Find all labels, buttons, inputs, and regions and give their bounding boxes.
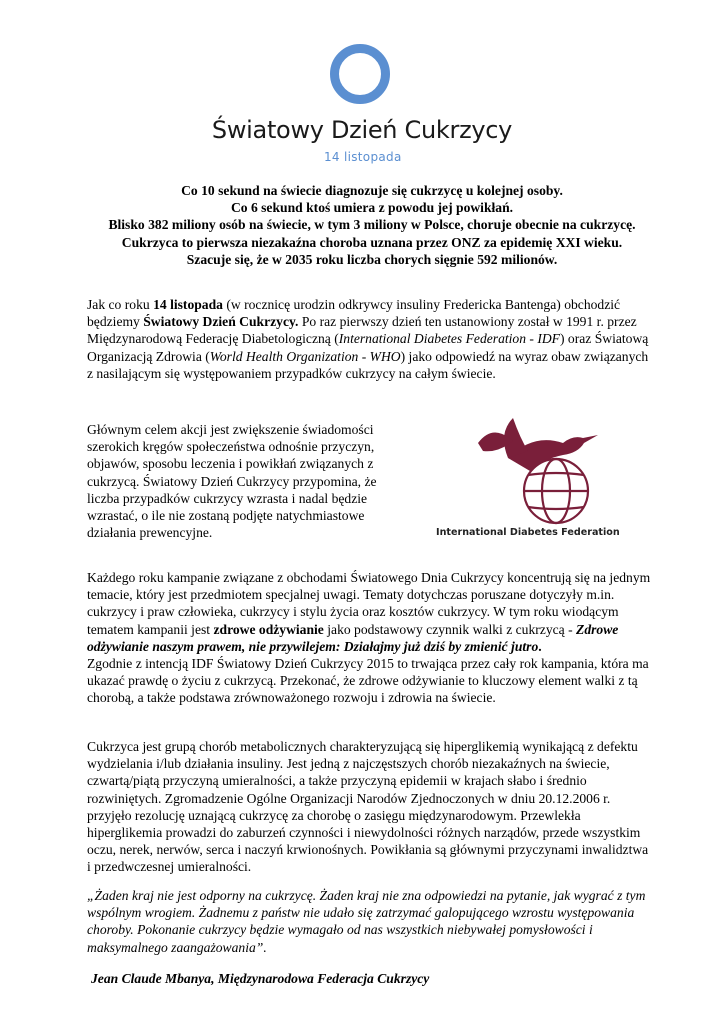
slogan-bold-italic: Zdrowe odżywianie naszym prawem, nie przywilejem: Działajmy już dziś by zmienić jutro (87, 621, 619, 654)
text: (w rocznicę urodzin odkrywcy insuliny Fredericka Bantenga) obchodzić będziemy (87, 297, 621, 330)
text: ) jako odpowiedź na wyraz obaw związanych z nasilającym się występowaniem przypadków cukrzycy na całym świecie. (87, 348, 649, 381)
text: jako podstawowy czynnik walki z cukrzycą - (323, 621, 577, 637)
idf-bird-globe-logo-icon (438, 413, 638, 543)
who-name-italic: World Health Organization - WHO (209, 348, 401, 364)
text: Po raz pierwszy dzień ten ustanowiony został w 1991 r. przez Międzynarodową Federację Diabetologiczną ( (87, 314, 637, 347)
intro-line: Blisko 382 miliony osób na świecie, w tym 3 miliony w Polsce, choruje obecnie na cukrzycę. (108, 217, 636, 233)
event-name-bold: Światowy Dzień Cukrzycy. (143, 314, 299, 330)
intro-line: Szacuje się, że w 2035 roku liczba chorych sięgnie 592 milionów. (186, 251, 558, 267)
paragraph-4: Cukrzyca jest grupą chorób metabolicznych charakteryzującą się hiperglikemią wynikającą z defektu wydzielania i/lub działania insuliny. Jest jedną z najczęstszych chorób niezakaźnych na świecie, czwartą/piątą przyczyną umieralności, a także przyczyną epidemii w krajach słabo i średnio rozwiniętych. Zgromadzenie Ogólne Organizacji Narodów Zjednoczonych w dniu 20.12.2006 r. przyjęło rezolucję uznającą cukrzycę za chorobę o zasięgu międzynarodowym. Przewlekła hiperglikemia prowadzi do zaburzeń czynności i niewydolności różnych narządów, przede wszystkim oczu, nerek, nerwów, serca i naczyń krwionośnych. Powikłania są głównymi przyczynami inwalidztwa i przedwczesnej umieralności. (87, 739, 649, 875)
date-bold: 14 listopada (153, 297, 223, 312)
intro-line: Co 10 sekund na świecie diagnozuje się cukrzycę u kolejnej osoby. (181, 183, 563, 198)
quote: „Żaden kraj nie jest odporny na cukrzycę. Żaden kraj nie zna odpowiedzi na pytanie, jak wygrać z tym wspólnym wrogiem. Żadnemu z państw nie udało się zatrzymać galopującego wzrostu występowania choroby. Pokonanie cukrzycy będzie wymagało od nas wszystkich niebywałej pomysłowości i maksymalnego zaangażowania”. (87, 888, 646, 955)
signature: Jean Claude Mbanya, Międzynarodowa Federacja Cukrzycy (91, 971, 430, 986)
text: Każdego roku kampanie związane z obchodami Światowego Dnia Cukrzycy koncentrują się na jednym temacie, który jest przedmiotem specjalnej uwagi. Tematy dotychczas poruszane dotyczyły m.in. cukrzycy i praw człowieka, cukrzycy i stylu życia oraz kosztów cukrzycy. W tym roku wiodącym tematem kampanii jest (87, 570, 651, 637)
text: . (538, 638, 542, 654)
paragraph-1 (87, 296, 652, 382)
logo-title: Światowy Dzień Cukrzycy (211, 116, 513, 144)
paragraph-3 (87, 569, 652, 707)
intro-line: Co 6 sekund ktoś umiera z powodu jej powikłań. (230, 200, 514, 216)
intro-line: Cukrzyca to pierwsza niezakaźna choroba uznana przez ONZ za epidemię XXI wieku. (121, 234, 623, 250)
intro-block (92, 182, 652, 268)
paragraph-2: Głównym celem akcji jest zwiększenie świadomości szerokich kręgów społeczeństwa odnośnie przyczyn, objawów, sposobu leczenia i powikłań związanych z cukrzycą. Światowy Dzień Cukrzycy przypomina, że liczba przypadków cukrzycy wzrasta i nadal będzie wzrastać, o ile nie zostaną podjęte natychmiastowe działania prewencyjne. (87, 422, 377, 541)
text: Zgodnie z intencją IDF Światowy Dzień Cukrzycy 2015 to trwająca przez cały rok kampania, która ma ukazać prawdę o życiu z cukrzycą. Przekonać, że zdrowe odżywianie to kluczowy element walki z tą chorobą, a także podstawa zrównoważonego rozwoju i zdrowia na świecie. (87, 656, 649, 706)
logo-date: 14 listopada (324, 150, 402, 164)
idf-label: International Diabetes Federation (436, 527, 620, 538)
blue-circle-logo-icon (330, 44, 390, 104)
theme-bold: zdrowe odżywianie (213, 621, 324, 637)
idf-name-italic: International Diabetes Federation - IDF (338, 331, 560, 347)
text: ) oraz Światową Organizacją Zdrowia ( (87, 331, 649, 364)
text: Jak co roku (87, 297, 154, 312)
